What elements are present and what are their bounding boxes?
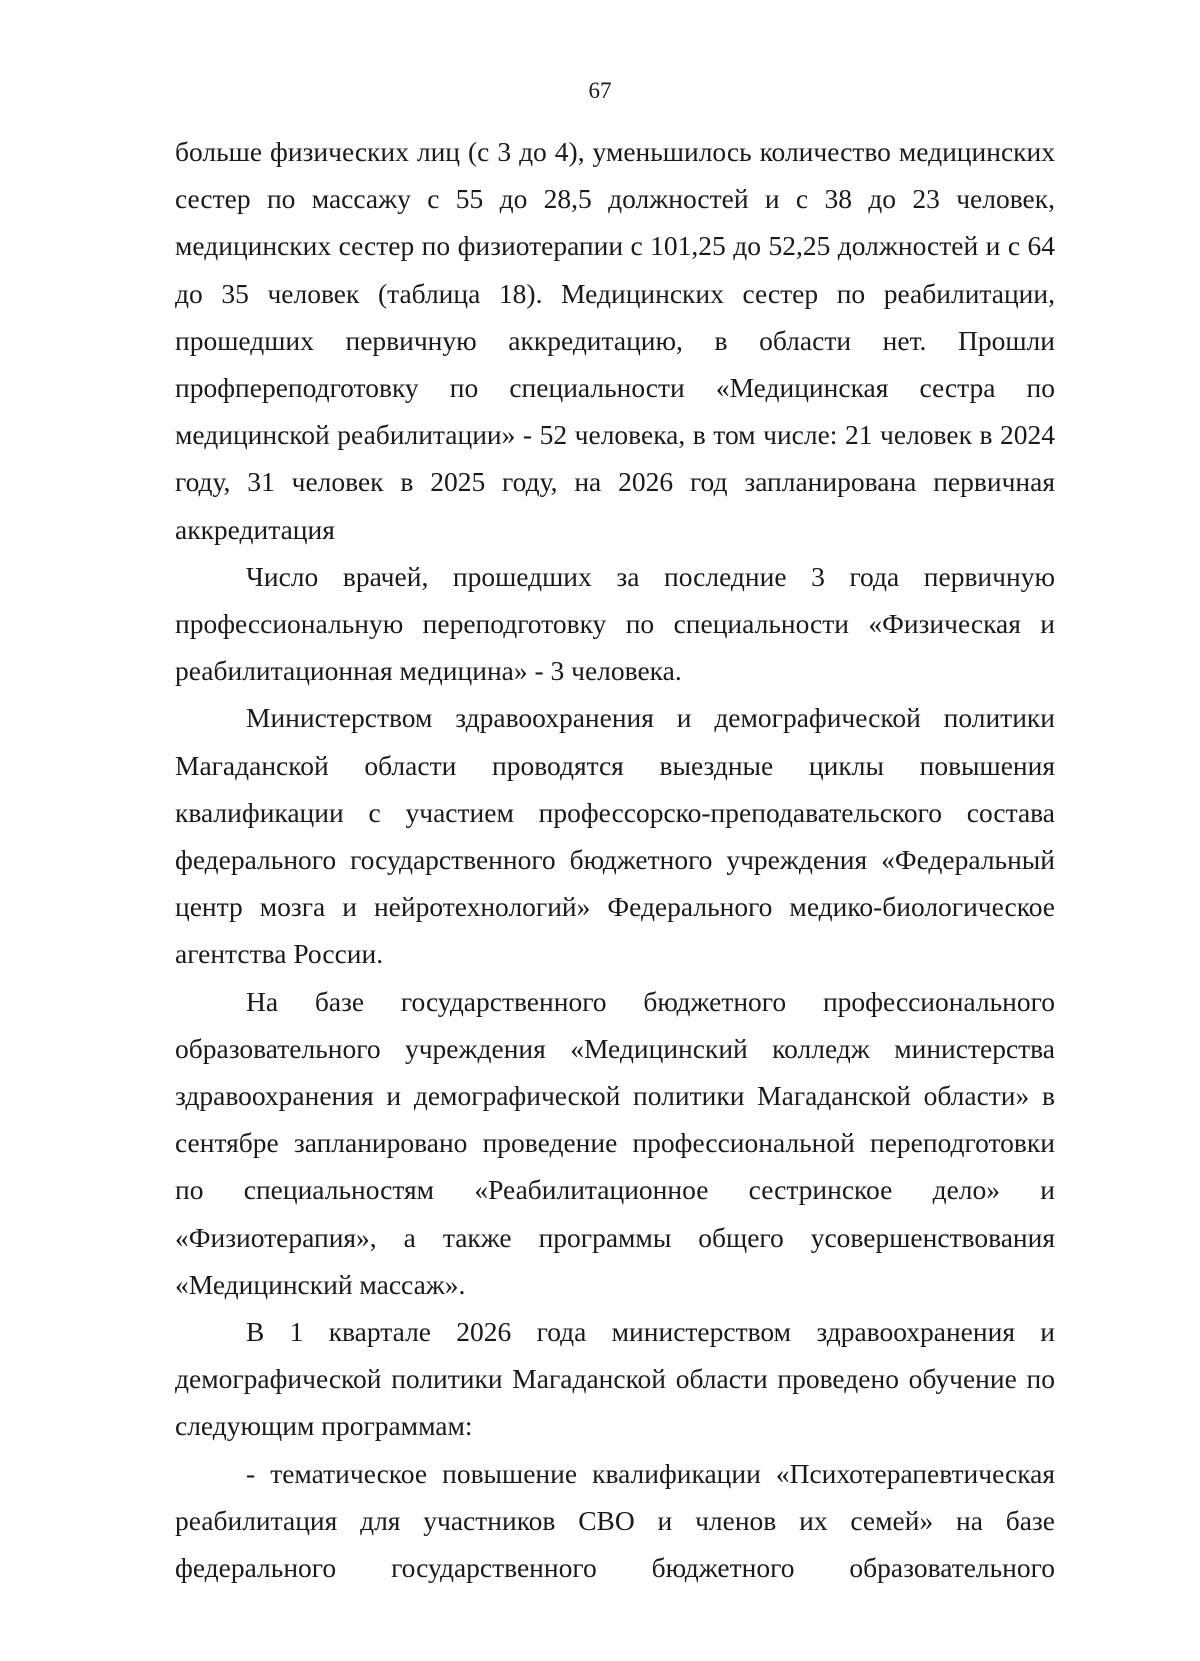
paragraph-doctors-retraining: Число врачей, прошедших за последние 3 года первичную профессиональную переподготовку по специальности «Физическая и реабилитационная медицина» - 3 человека. [175,560,1055,687]
paragraph-ministry-cycles: Министерством здравоохранения и демографической политики Магаданской области проводятся выездные циклы повышения квалификации с участием профессорско-преподавательского состава федерального государственного бюджетного учреждения «Федеральный центр мозга и нейротехнологий» Федерального медико-биологическое агентства России. [175,702,1055,970]
document-body [175,128,1055,1591]
paragraph-thematic-training: - тематическое повышение квалификации «Психотерапевтическая реабилитация для участников СВО и членов их семей» на базе федерального государственного бюджетного образовательного [175,1457,1055,1584]
page-number: 67 [588,78,612,103]
paragraph-q1-training: В 1 квартале 2026 года министерством здравоохранения и демографической политики Магаданской области проведено обучение по следующим программам: [175,1316,1055,1442]
paragraph-medical-college: На базе государственного бюджетного профессионального образовательного учреждения «Медицинский колледж министерства здравоохранения и демографической политики Магаданской области» в сентябре запланировано проведение профессиональной переподготовки по специальностям «Реабилитационное сестринское дело» и «Физиотерапия», а также программы общего усовершенствования «Медицинский массаж». [175,985,1055,1300]
paragraph-staffing-changes: больше физических лиц (с 3 до 4), уменьшилось количество медицинских сестер по массажу с 55 до 28,5 должностей и с 38 до 23 человек, медицинских сестер по физиотерапии с 101,25 до 52,25 должностей и с 64 до 35 человек (таблица 18). Медицинских сестер по реабилитации, прошедших первичную аккредитацию, в области нет. Прошли профпереподготовку по специальности «Медицинская сестра по медицинской реабилитации» - 52 человека, в том числе: 21 человек в 2024 году, 31 человек в 2025 году, на 2026 год запланирована первичная аккредитация [175,136,1055,545]
